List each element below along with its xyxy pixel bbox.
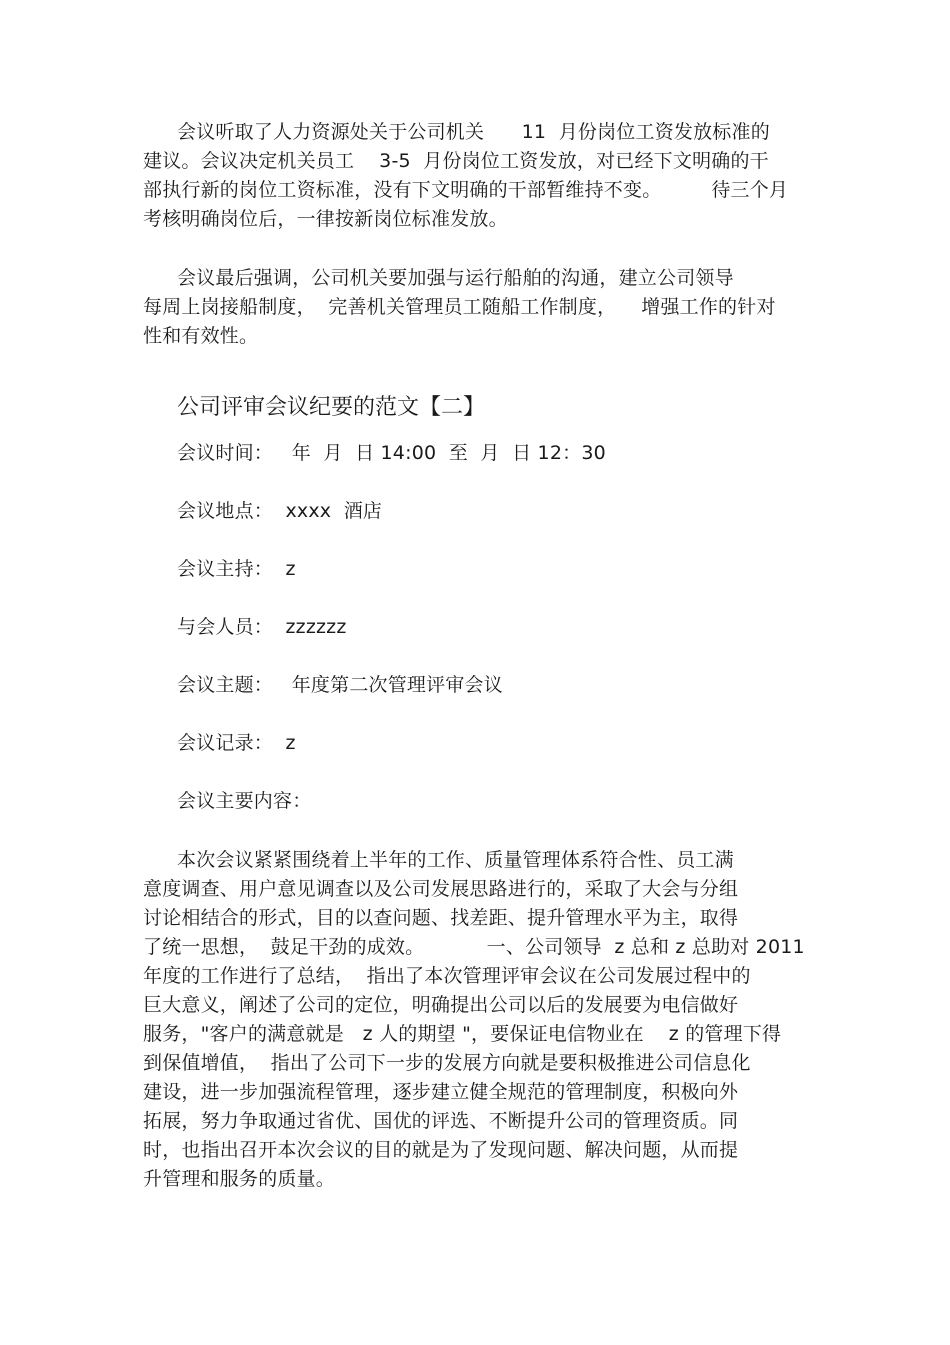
attendees-field: 与会人员： zzzzzz — [177, 616, 347, 638]
body-line: 服务，"客户的满意就是 z 人的期望 "，要保证电信物业在 z 的管理下得 — [143, 1023, 782, 1045]
paragraph-line: 建议。会议决定机关员工 3-5 月份岗位工资发放，对已经下文明确的干 — [143, 150, 769, 172]
meeting-recorder-field: 会议记录： z — [177, 732, 296, 754]
meeting-topic-field: 会议主题： 年度第二次管理评审会议 — [177, 674, 503, 696]
body-line: 到保值增值， 指出了公司下一步的发展方向就是要积极推进公司信息化 — [143, 1052, 751, 1074]
meeting-place-field: 会议地点： xxxx 酒店 — [177, 500, 383, 522]
body-line: 升管理和服务的质量。 — [143, 1168, 336, 1190]
body-line: 了统一思想， 鼓足干劲的成效。 一、公司领导 z 总和 z 总助对 2011 — [143, 936, 805, 958]
body-line: 时，也指出召开本次会议的目的就是为了发现问题、解决问题，从而提 — [143, 1139, 739, 1161]
body-line: 巨大意义，阐述了公司的定位，明确提出公司以后的发展要为电信做好 — [143, 994, 739, 1016]
body-line: 讨论相结合的形式，目的以查问题、找差距、提升管理水平为主，取得 — [143, 907, 739, 929]
paragraph-line: 会议最后强调，公司机关要加强与运行船舶的沟通，建立公司领导 — [177, 267, 734, 289]
paragraph-line: 会议听取了人力资源处关于公司机关 11 月份岗位工资发放标准的 — [177, 121, 770, 143]
meeting-content-label: 会议主要内容： — [177, 790, 312, 812]
paragraph-line: 每周上岗接船制度， 完善机关管理员工随船工作制度， 增强工作的针对 — [143, 296, 776, 318]
section-title: 公司评审会议纪要的范文【二】 — [177, 395, 486, 420]
meeting-time-field: 会议时间： 年 月 日 14:00 至 月 日 12：30 — [177, 442, 606, 464]
body-line: 本次会议紧紧围绕着上半年的工作、质量管理体系符合性、员工满 — [177, 849, 734, 871]
body-line: 年度的工作进行了总结， 指出了本次管理评审会议在公司发展过程中的 — [143, 965, 751, 987]
meeting-host-field: 会议主持： z — [177, 558, 296, 580]
paragraph-line: 考核明确岗位后，一律按新岗位标准发放。 — [143, 208, 508, 230]
paragraph-line: 性和有效性。 — [143, 325, 259, 347]
body-line: 意度调查、用户意见调查以及公司发展思路进行的，采取了大会与分组 — [143, 878, 739, 900]
body-line: 拓展，努力争取通过省优、国优的评选、不断提升公司的管理资质。同 — [143, 1110, 739, 1132]
body-line: 建设，进一步加强流程管理，逐步建立健全规范的管理制度，积极向外 — [143, 1081, 739, 1103]
paragraph-line: 部执行新的岗位工资标准，没有下文明确的干部暂维持不变。 待三个月 — [143, 179, 789, 201]
